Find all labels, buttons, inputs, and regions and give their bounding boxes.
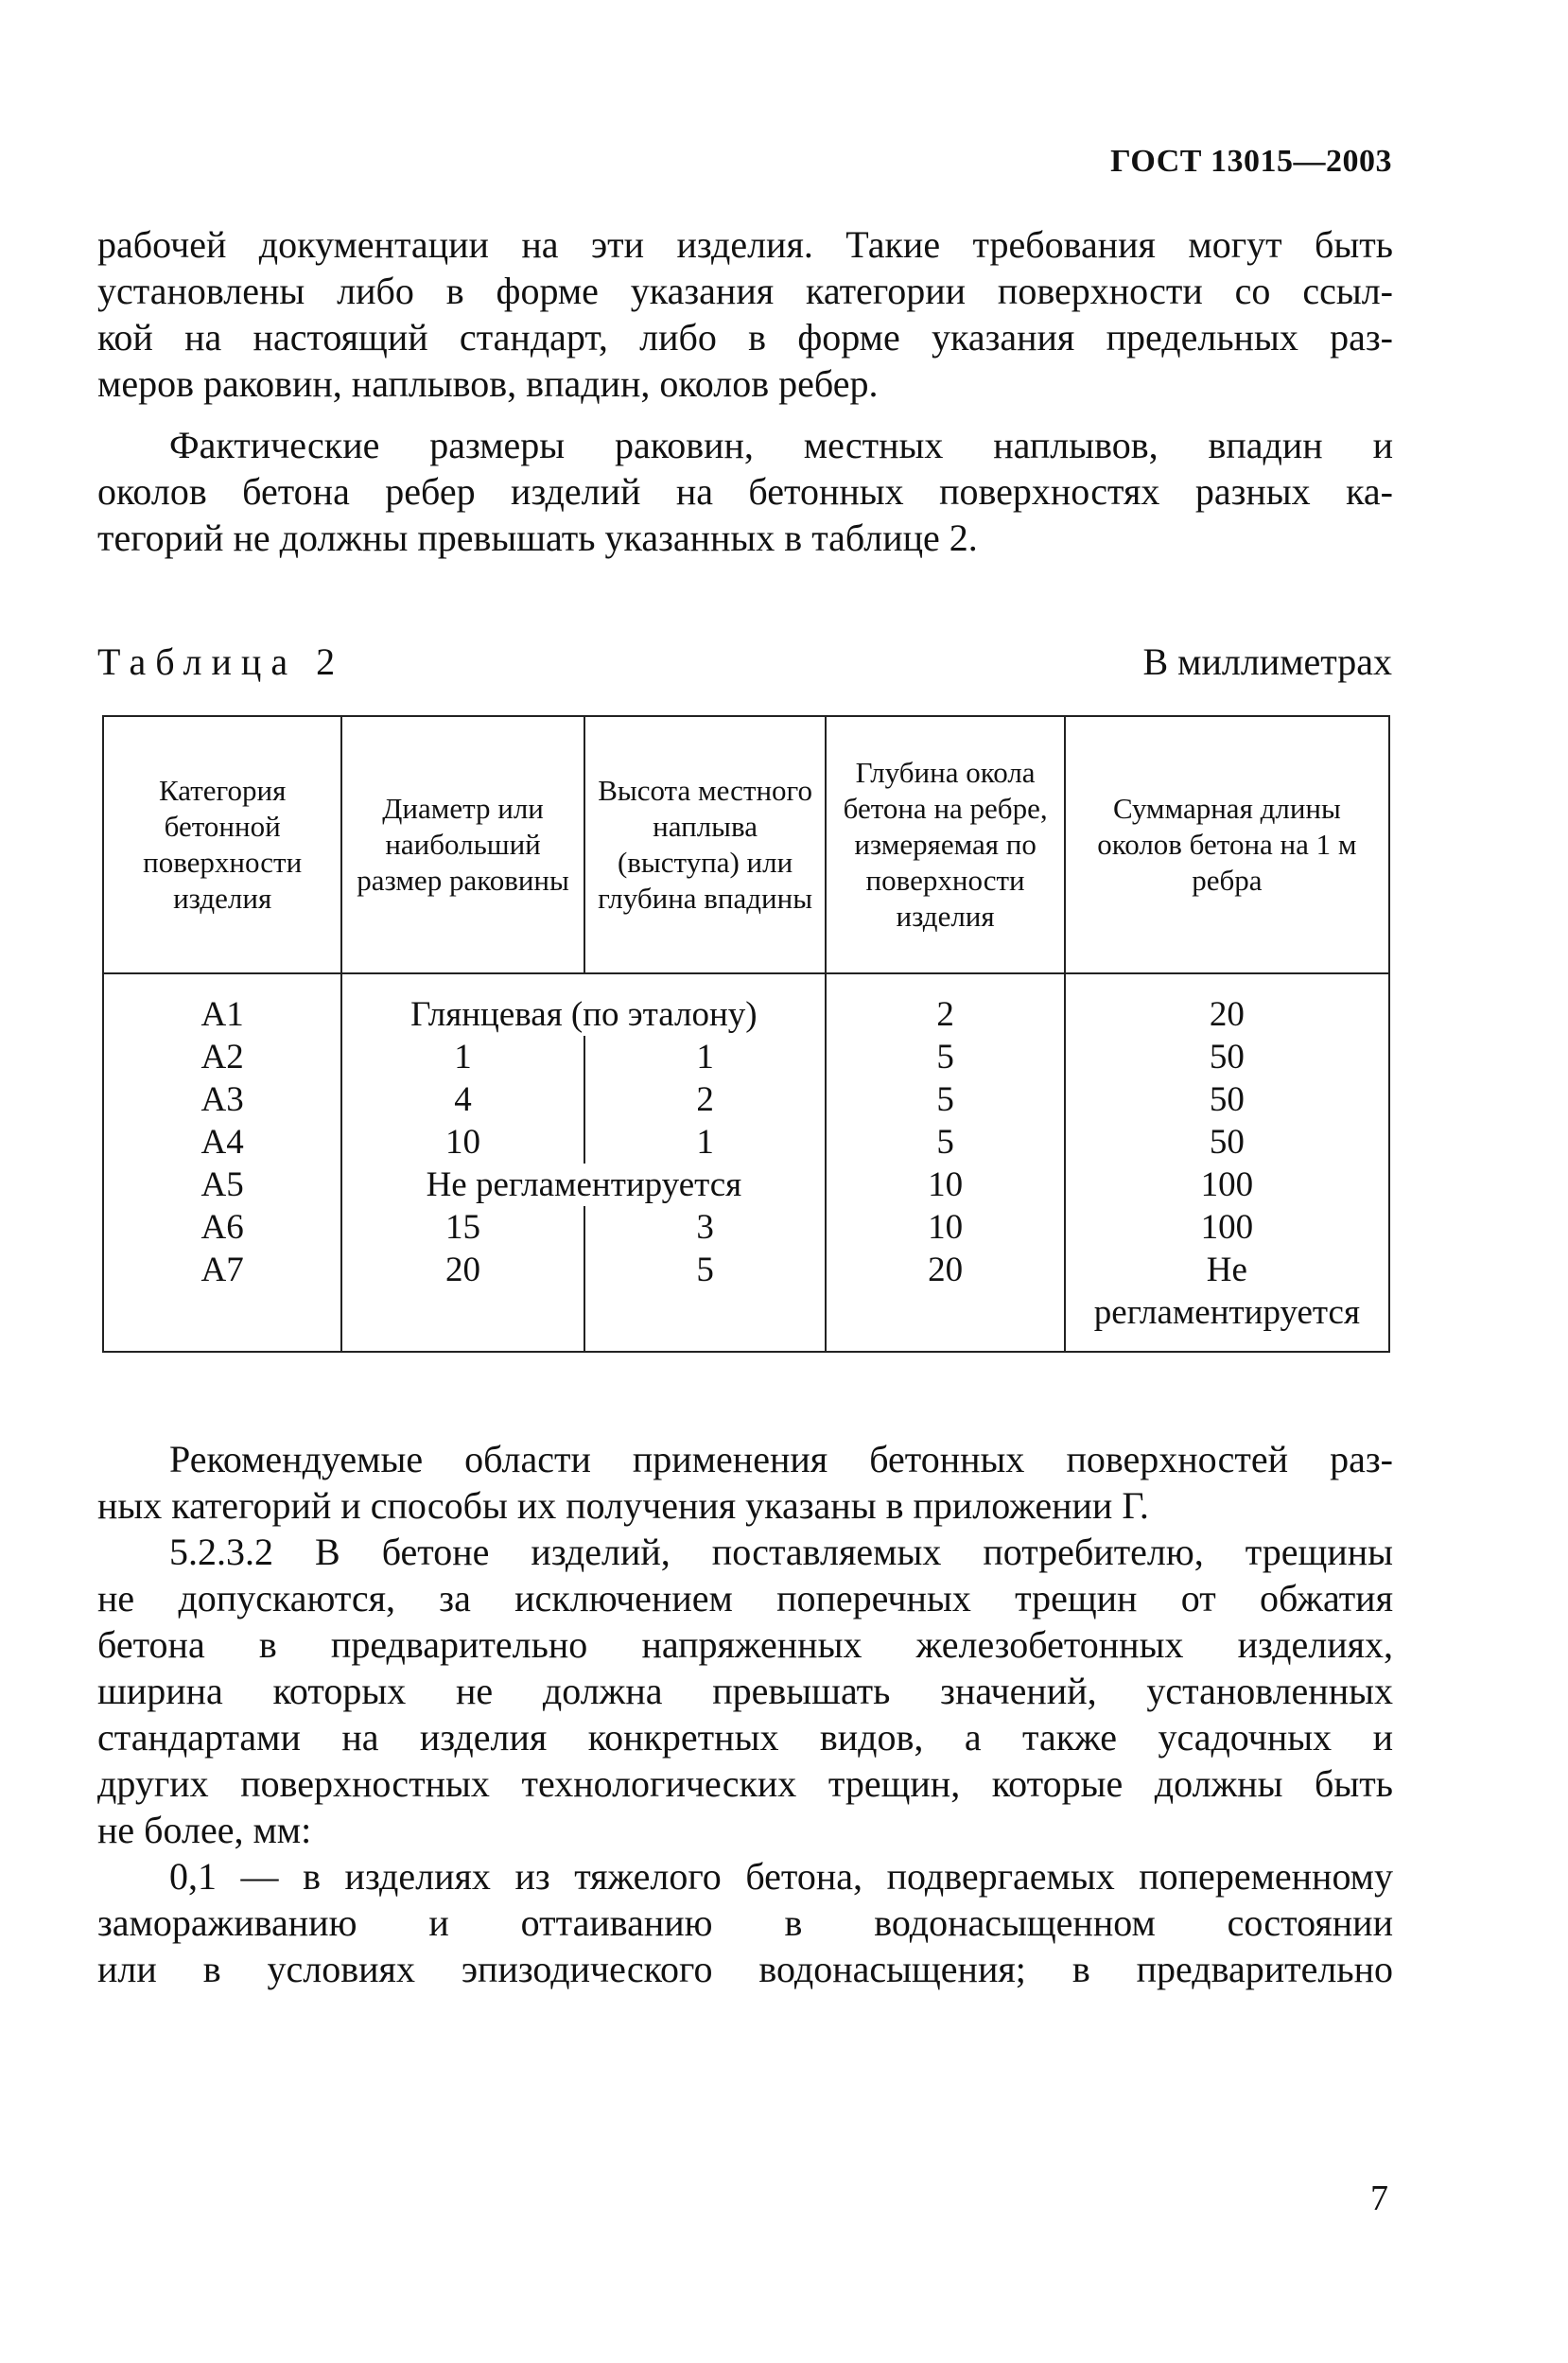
cell-category: А2 <box>103 1036 341 1078</box>
table-units: В миллиметрах <box>1142 640 1392 683</box>
text-line: Рекомендуемые области применения бетонных поверхностей раз- <box>169 1438 1393 1480</box>
cell-sum: 100 <box>1065 1206 1389 1249</box>
cell-diameter: 4 <box>341 1078 584 1121</box>
text-line: тегорий не должны превышать указанных в таблице 2. <box>97 516 978 559</box>
text-line: 0,1 — в изделиях из тяжелого бетона, подвергаемых попеременному замораживанию и оттаиванию в водонасыщенном состоянии <box>97 1855 1393 1944</box>
cell-height: 5 <box>584 1249 827 1352</box>
cell-category: А1 <box>103 973 341 1036</box>
paragraph-1 <box>97 221 1393 407</box>
text-line: установлены либо в форме указания категории поверхности со ссыл- <box>97 270 1393 312</box>
table-row <box>103 1121 1389 1164</box>
header-height: Высота местного наплыва (выступа) или глубина впадины <box>584 716 827 973</box>
table-header-row <box>103 716 1389 973</box>
cell-diameter: 1 <box>341 1036 584 1078</box>
cell-depth: 5 <box>826 1121 1064 1164</box>
cell-sum: 50 <box>1065 1078 1389 1121</box>
cell-category: А4 <box>103 1121 341 1164</box>
text-line: рабочей документации на эти изделия. Такие требования могут быть <box>97 223 1393 266</box>
paragraph-3 <box>97 1436 1393 1992</box>
cell-depth: 10 <box>826 1164 1064 1206</box>
text-line: не допускаются, за исключением поперечных трещин от обжатия <box>97 1577 1393 1619</box>
table-row <box>103 1164 1389 1206</box>
table-row <box>103 973 1389 1036</box>
text-line: стандартами на изделия конкретных видов, а также усадочных и <box>97 1716 1393 1759</box>
text-line: ных категорий и способы их получения указаны в приложении Г. <box>97 1484 1149 1527</box>
header-sum: Суммарная длины околов бетона на 1 м ребра <box>1065 716 1389 973</box>
cell-sum: Не регламентируется <box>1065 1249 1389 1352</box>
header-depth: Глубина окола бетона на ребре, измеряемая по поверхности изделия <box>826 716 1064 973</box>
text-line: меров раковин, наплывов, впадин, околов ребер. <box>97 362 879 405</box>
paragraph-2 <box>97 422 1393 561</box>
cell-merged: Не регламентируется <box>341 1164 826 1206</box>
cell-sum: 100 <box>1065 1164 1389 1206</box>
text-line: кой на настоящий стандарт, либо в форме указания предельных раз- <box>97 316 1393 359</box>
table-row <box>103 1206 1389 1249</box>
cell-sum: 50 <box>1065 1121 1389 1164</box>
cell-merged: Глянцевая (по эталону) <box>341 973 826 1036</box>
page-number: 7 <box>1370 2179 1388 2218</box>
table-2 <box>102 715 1390 1353</box>
cell-height: 1 <box>584 1036 827 1078</box>
text-line: околов бетона ребер изделий на бетонных поверхностях разных ка- <box>97 470 1393 513</box>
cell-diameter: 15 <box>341 1206 584 1249</box>
text-line: Фактические размеры раковин, местных наплывов, впадин и <box>169 424 1393 466</box>
cell-height: 3 <box>584 1206 827 1249</box>
cell-depth: 5 <box>826 1036 1064 1078</box>
cell-category: А3 <box>103 1078 341 1121</box>
cell-sum: 20 <box>1065 973 1389 1036</box>
document-header: ГОСТ 13015—2003 <box>1110 144 1392 179</box>
cell-category: А6 <box>103 1206 341 1249</box>
cell-depth: 5 <box>826 1078 1064 1121</box>
text-line: ширина которых не должна превышать значений, установленных <box>97 1670 1393 1712</box>
text-line: или в условиях эпизодического водонасыщения; в предварительно <box>97 1948 1393 1990</box>
cell-height: 1 <box>584 1121 827 1164</box>
text-line: 5.2.3.2 В бетоне изделий, поставляемых потребителю, трещины <box>169 1531 1393 1573</box>
cell-depth: 10 <box>826 1206 1064 1249</box>
table-row <box>103 1036 1389 1078</box>
cell-depth: 2 <box>826 973 1064 1036</box>
cell-diameter: 10 <box>341 1121 584 1164</box>
cell-category: А5 <box>103 1164 341 1206</box>
header-diameter: Диаметр или наибольший размер раковины <box>341 716 584 973</box>
text-line: бетона в предварительно напряженных железобетонных изделиях, <box>97 1623 1393 1666</box>
table-row <box>103 1249 1389 1352</box>
cell-category: А7 <box>103 1249 341 1352</box>
cell-diameter: 20 <box>341 1249 584 1352</box>
cell-sum: 50 <box>1065 1036 1389 1078</box>
table-caption: Таблица 2 <box>97 640 345 683</box>
cell-depth: 20 <box>826 1249 1064 1352</box>
header-category: Категория бетонной поверхности изделия <box>103 716 341 973</box>
cell-height: 2 <box>584 1078 827 1121</box>
table-row <box>103 1078 1389 1121</box>
text-line: не более, мм: <box>97 1809 312 1851</box>
text-line: других поверхностных технологических трещин, которые должны быть <box>97 1762 1393 1805</box>
